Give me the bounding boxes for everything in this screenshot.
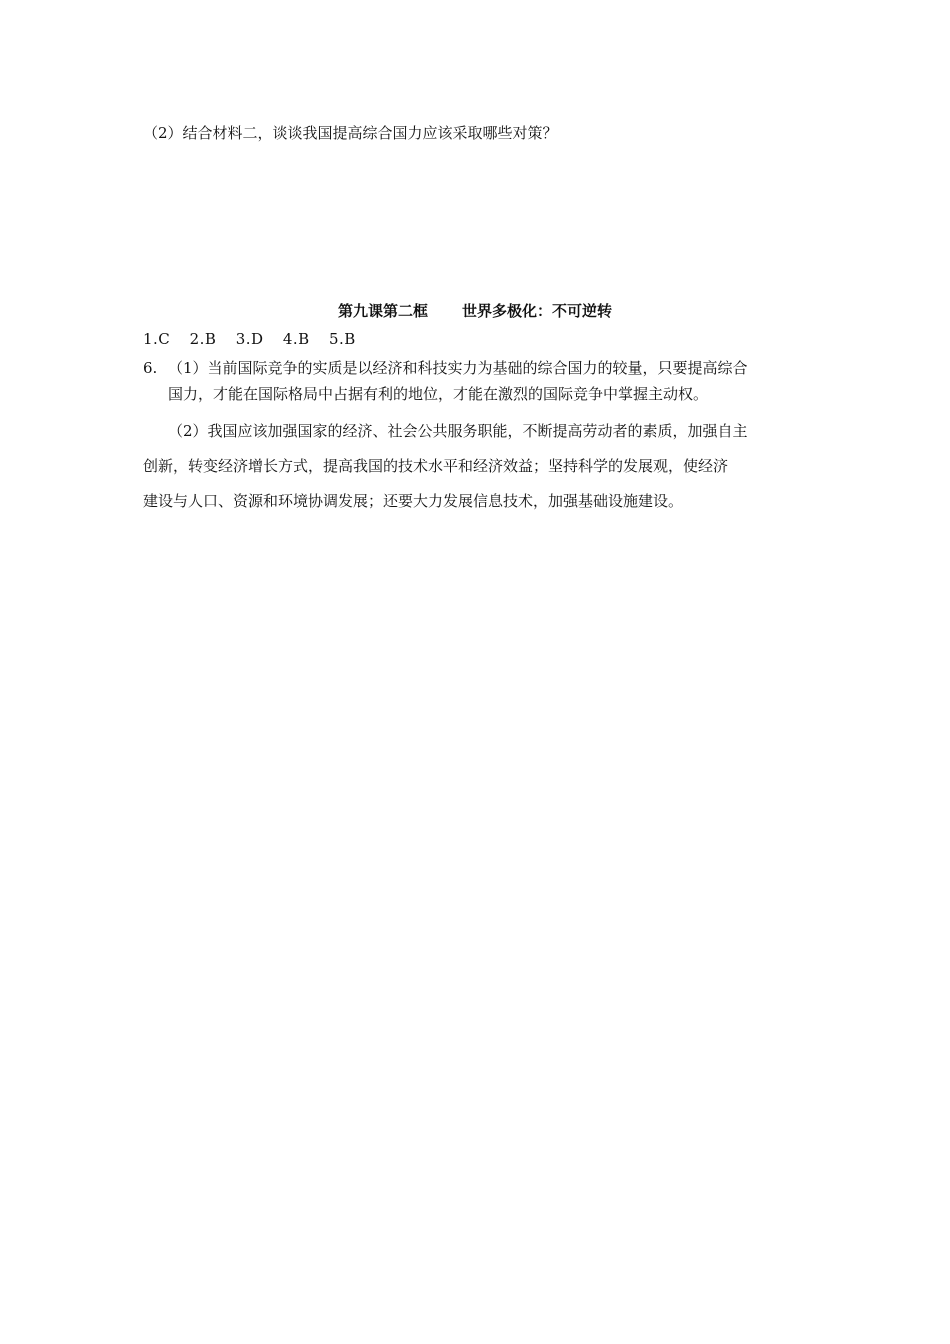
answer-6-part-2-line-3: 建设与人口、资源和环境协调发展；还要大力发展信息技术，加强基础设施建设。 — [143, 492, 684, 510]
choice-answer-2: 2.B — [189, 330, 217, 348]
answer-6-part-2-line-1: （2）我国应该加强国家的经济、社会公共服务职能，不断提高劳动者的素质，加强自主 — [168, 422, 748, 440]
question-2-prompt: （2）结合材料二，谈谈我国提高综合国力应该采取哪些对策？ — [143, 124, 558, 142]
answer-6-part-1 — [143, 355, 807, 407]
answer-6-part-2 — [143, 414, 807, 519]
choice-answer-3: 3.D — [235, 330, 264, 348]
answer-6-part-1-text-1: （1）当前国际竞争的实质是以经济和科技实力为基础的综合国力的较量，只要提高综合 — [168, 359, 748, 377]
choice-answers — [143, 328, 370, 350]
choice-answer-1: 1.C — [143, 330, 171, 348]
section-title — [143, 300, 807, 322]
answer-6-part-1-line-2: 国力，才能在国际格局中占据有利的地位，才能在激烈的国际竞争中掌握主动权。 — [168, 385, 709, 403]
answer-6-part-1-line-1 — [143, 355, 807, 381]
answer-6-number: 6. — [143, 359, 158, 377]
answer-6-part-2-line-2: 创新，转变经济增长方式，提高我国的技术水平和经济效益；坚持科学的发展观，使经济 — [143, 457, 729, 475]
choice-answer-4: 4.B — [282, 330, 310, 348]
section-title-topic: 世界多极化：不可逆转 — [462, 302, 613, 320]
choice-answer-5: 5.B — [328, 330, 356, 348]
section-title-lesson: 第九课第二框 — [337, 302, 428, 320]
